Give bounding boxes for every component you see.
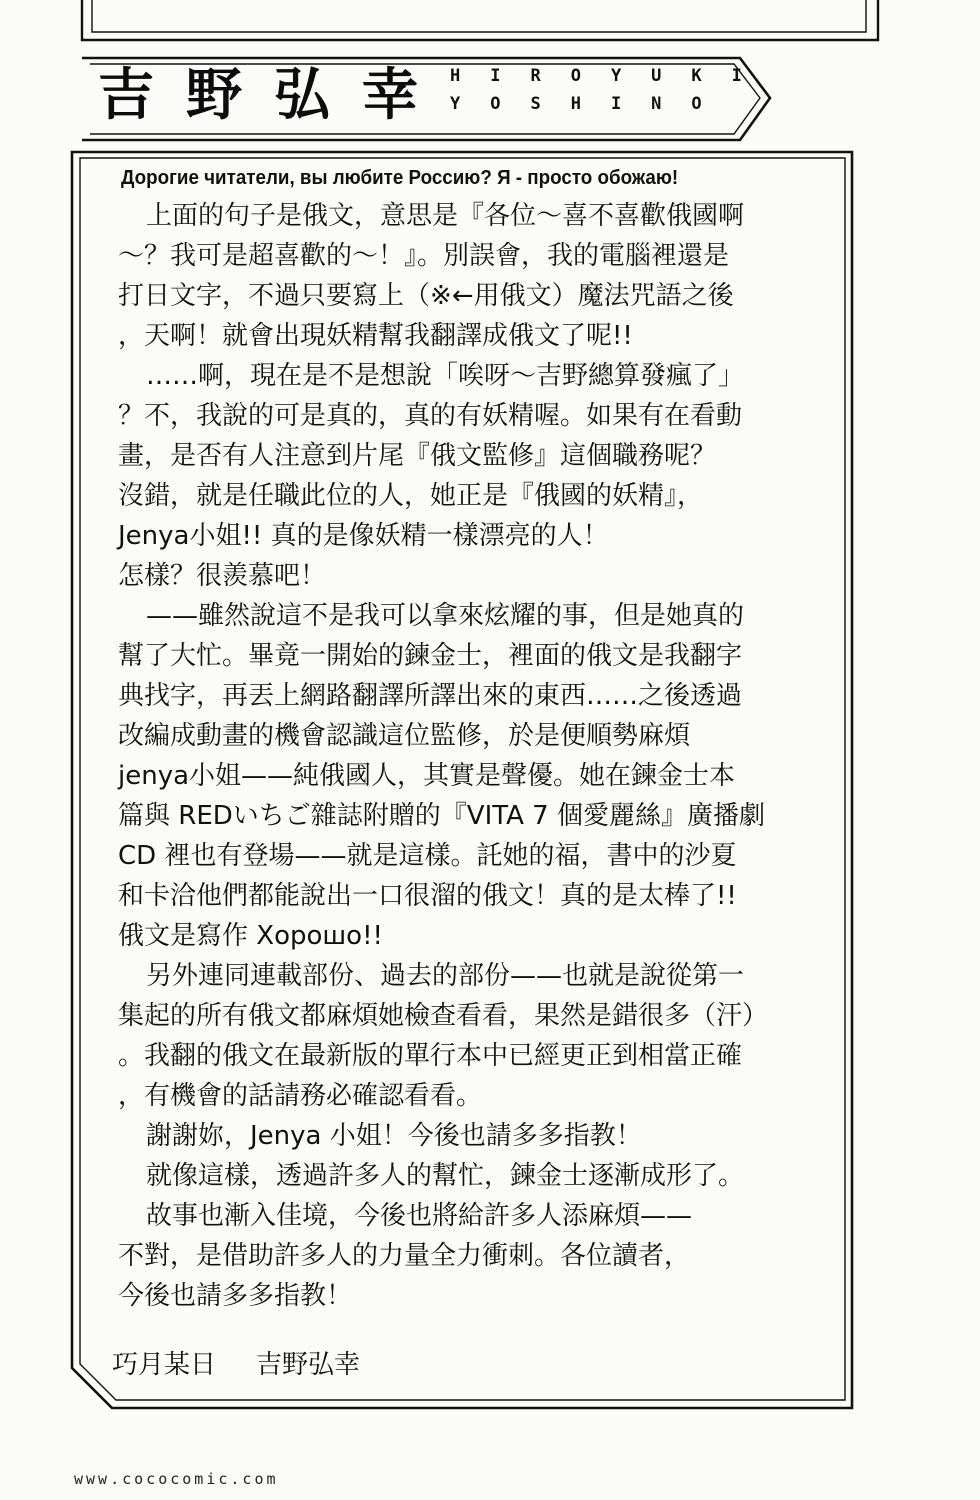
text-line: 怎樣？很羨慕吧！	[118, 561, 327, 591]
text-line: ，天啊！就會出現妖精幫我翻譯成俄文了呢!!	[118, 321, 633, 351]
author-romaji-family-name: YOSHINO	[450, 94, 732, 114]
text-line: 上面的句子是俄文，意思是『各位～喜不喜歡俄國啊	[146, 201, 745, 231]
text-line: 打日文字，不過只要寫上（※←用俄文）魔法咒語之後	[118, 281, 734, 311]
closing-author: 吉野弘幸	[256, 1350, 361, 1380]
closing-signature	[112, 1344, 360, 1381]
text-line: 故事也漸入佳境，今後也將給許多人添麻煩——	[146, 1201, 693, 1231]
footer-url: www.cococomic.com	[74, 1470, 279, 1488]
author-romaji-given-name: HIROYUKI	[450, 66, 772, 86]
russian-greeting: Дорогие читатели, вы любите Россию? Я - просто обожаю!	[121, 167, 679, 189]
text-line: 典找字，再丟上網路翻譯所譯出來的東西……之後透過	[118, 681, 743, 711]
text-line: 。我翻的俄文在最新版的單行本中已經更正到相當正確	[118, 1041, 743, 1071]
text-line: 沒錯，就是任職此位的人，她正是『俄國的妖精』，	[118, 481, 704, 511]
text-line: 幫了大忙。畢竟一開始的鍊金士，裡面的俄文是我翻字	[118, 641, 743, 671]
text-line: 謝謝妳，Jenya 小姐！今後也請多多指教！	[146, 1121, 642, 1151]
text-line: 改編成動畫的機會認識這位監修，於是便順勢麻煩	[118, 721, 691, 751]
text-line: 不對，是借助許多人的力量全力衝刺。各位讀者，	[118, 1241, 691, 1271]
text-line: Jenya小姐!! 真的是像妖精一樣漂亮的人！	[118, 521, 609, 551]
author-name-kanji: 吉野弘幸	[98, 63, 450, 128]
text-line: 另外連同連載部份、過去的部份——也就是說從第一	[146, 961, 745, 991]
text-line: 就像這樣，透過許多人的幫忙，鍊金士逐漸成形了。	[146, 1161, 745, 1191]
text-line: CD 裡也有登場——就是這樣。託她的福，書中的沙夏	[118, 841, 737, 871]
text-line: 集起的所有俄文都麻煩她檢查看看，果然是錯很多（汗）	[118, 1001, 769, 1031]
text-line: 今後也請多多指教！	[118, 1281, 353, 1311]
text-line: 和卡洽他們都能說出一口很溜的俄文！真的是太棒了!!	[118, 881, 737, 911]
text-line: ～？我可是超喜歡的～！』。別誤會，我的電腦裡還是	[118, 241, 730, 271]
text-line: jenya小姐——純俄國人，其實是聲優。她在鍊金士本	[118, 761, 736, 791]
frame-top-line	[82, 0, 878, 40]
frame-top-inner-line	[92, 0, 866, 32]
text-line: ——雖然說這不是我可以拿來炫耀的事，但是她真的	[146, 601, 745, 631]
closing-date: 巧月某日	[112, 1350, 217, 1380]
text-line: ……啊，現在是不是想說「唉呀～吉野總算發瘋了」	[146, 361, 745, 391]
text-line: ，有機會的話請務必確認看看。	[118, 1081, 483, 1111]
text-line: 畫，是否有人注意到片尾『俄文監修』這個職務呢？	[118, 441, 717, 471]
text-line: ？不，我說的可是真的，真的有妖精喔。如果有在看動	[118, 401, 743, 431]
text-line: 俄文是寫作 Хорошо!!	[118, 921, 383, 951]
text-line: 篇與 REDいちご雜誌附贈的『VITA 7 個愛麗絲』廣播劇	[118, 801, 765, 831]
